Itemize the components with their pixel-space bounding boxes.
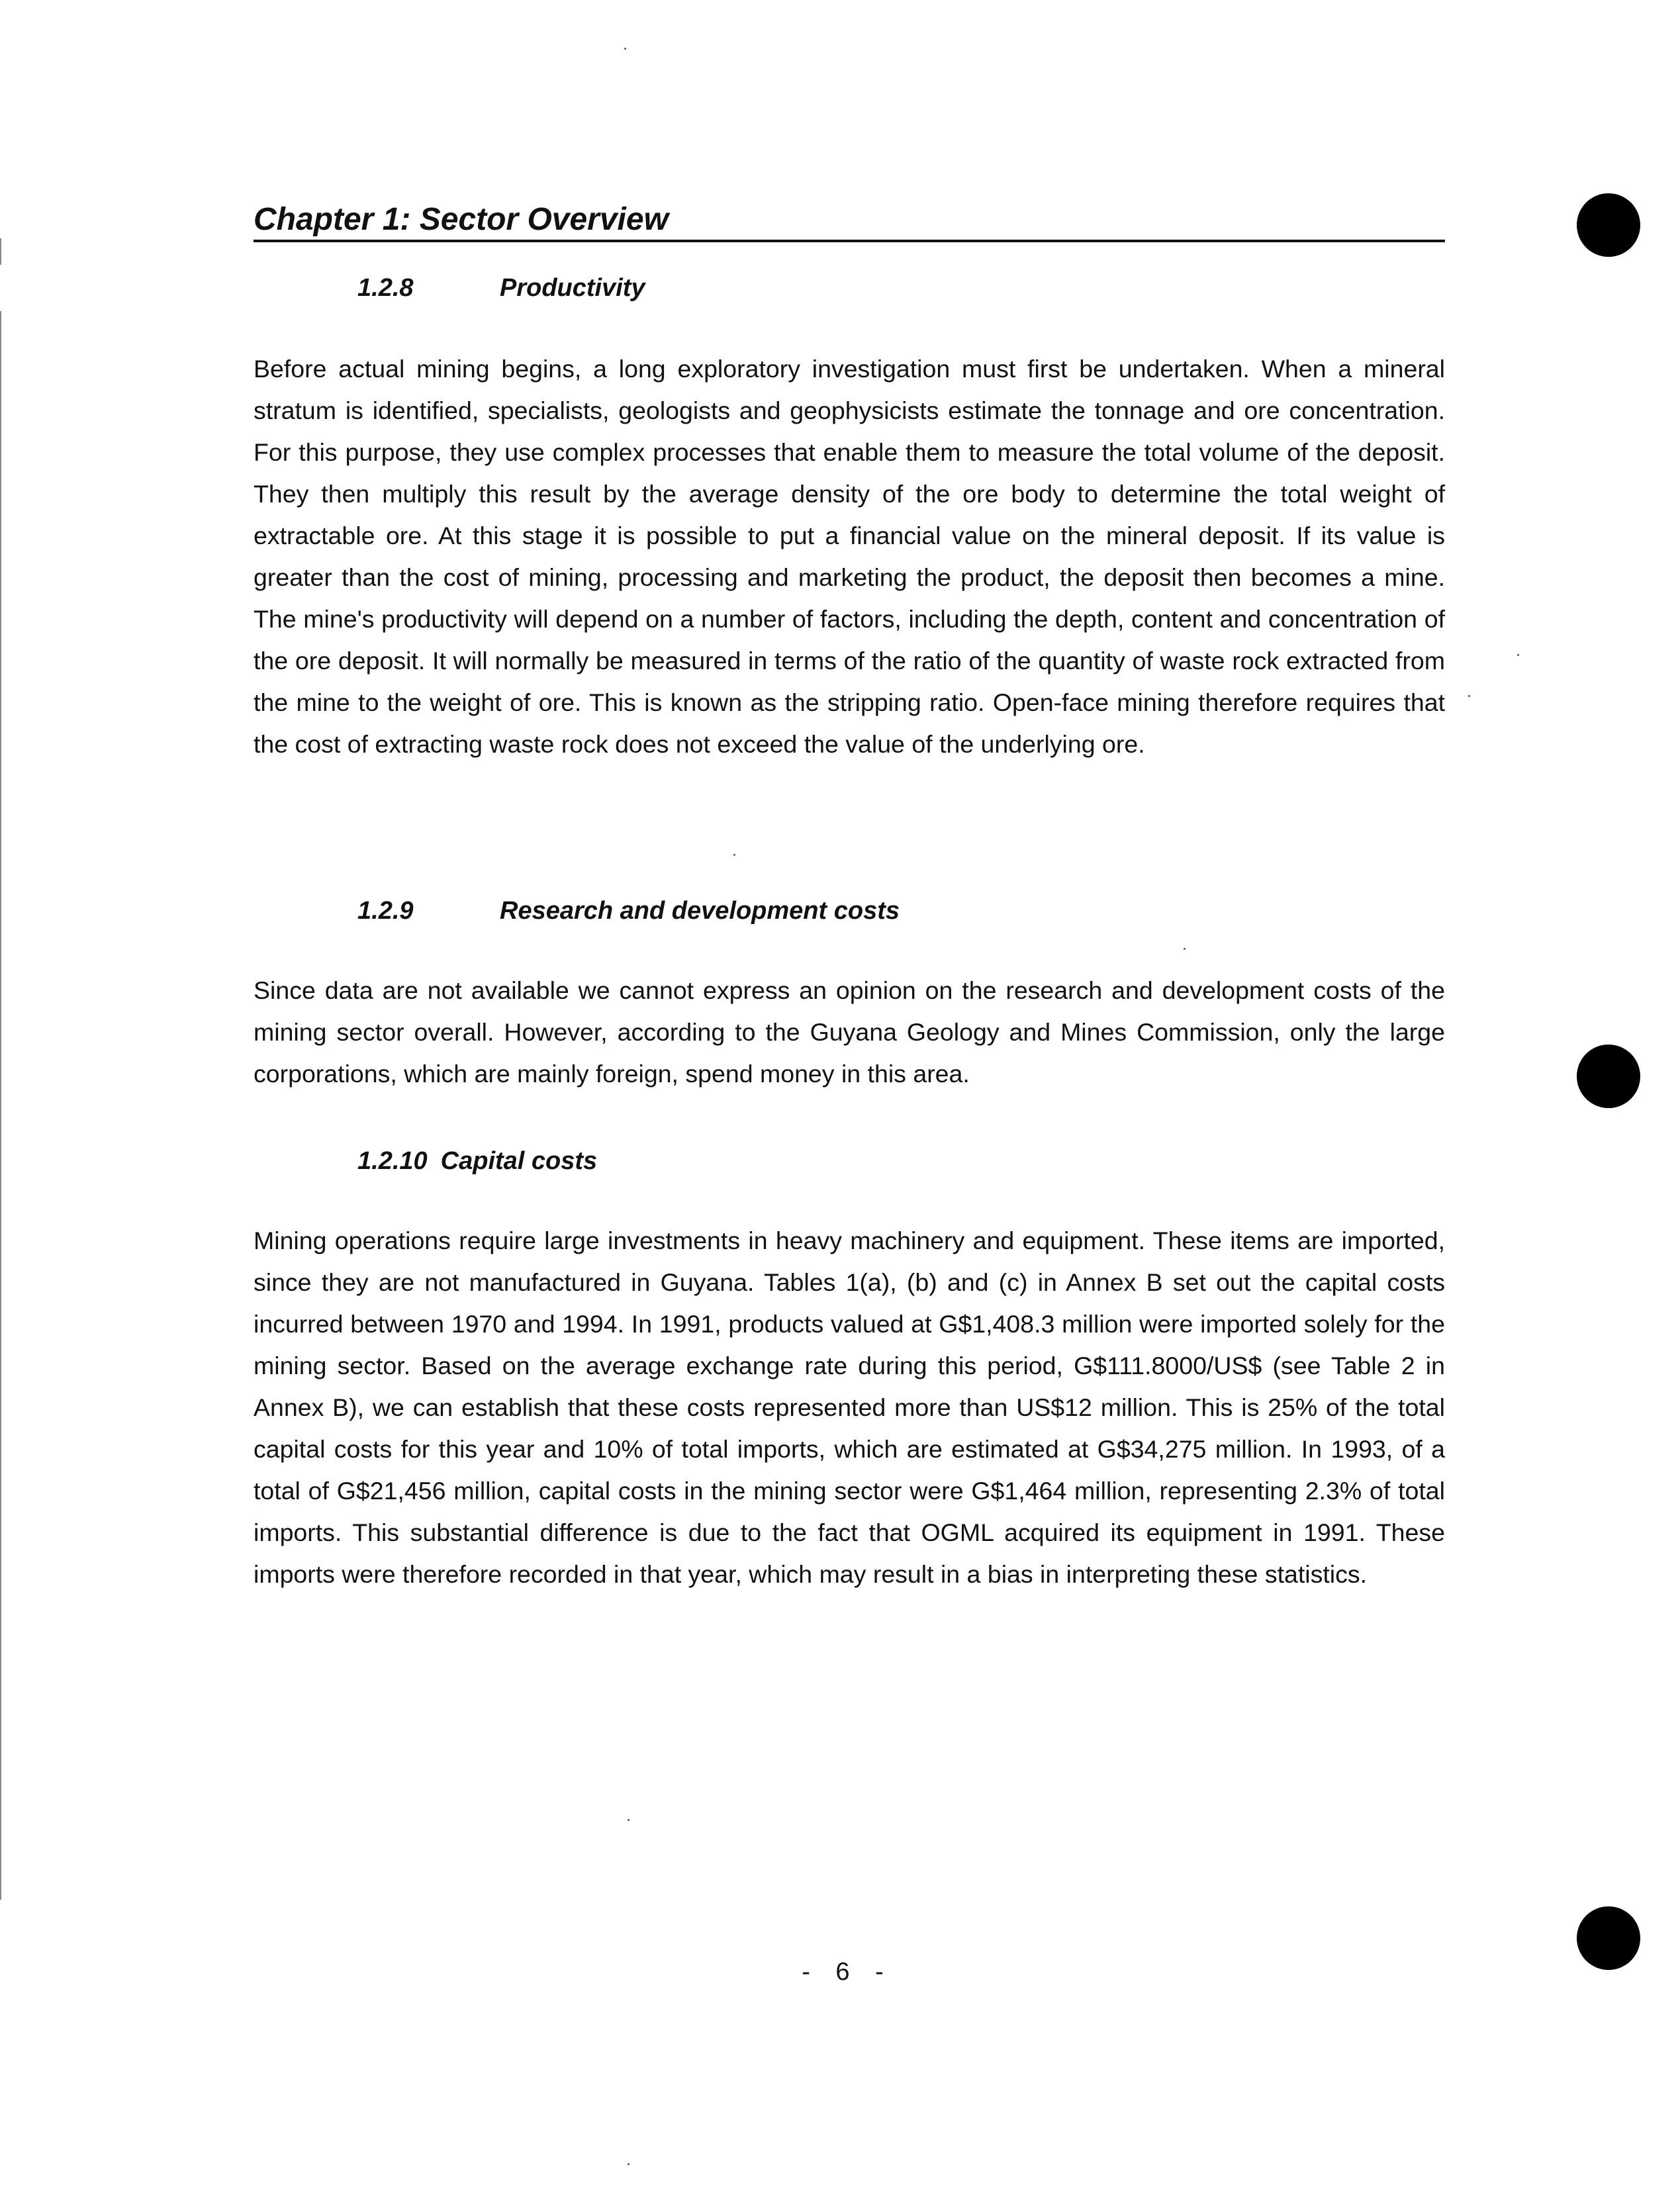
section-title: Research and development costs — [500, 897, 900, 925]
scan-edge-mark — [0, 238, 1, 265]
scan-speck — [1468, 695, 1470, 697]
section-heading-capital-costs — [357, 1148, 597, 1174]
section-number: 1.2.9 — [357, 897, 414, 925]
scan-speck — [628, 2163, 630, 2165]
binder-punch-hole — [1577, 193, 1640, 257]
scan-speck — [1184, 948, 1186, 950]
section-heading-productivity — [357, 275, 645, 301]
paragraph-productivity: Before actual mining begins, a long exploratory investigation must first be undertaken. When a mineral stratum is identified, specialists, geologists and geophysicists estimate the tonnage and ore concentration. For this purpose, they use complex processes that enable them to measure the total volume of the deposit. They then multiply this result by the average density of the ore body to determine the total weight of extractable ore. At this stage it is possible to put a financial value on the mineral deposit. If its value is greater than the cost of mining, processing and marketing the product, the deposit then becomes a mine. The mine's productivity will depend on a number of factors, including the depth, content and concentration of the ore deposit. It will normally be measured in terms of the ratio of the quantity of waste rock extracted from the mine to the weight of ore. This is known as the stripping ratio. Open-face mining therefore requires that the cost of extracting waste rock does not exceed the value of the underlying ore. — [254, 355, 1445, 758]
chapter-title: Chapter 1: Sector Overview — [254, 202, 669, 237]
paragraph-capital-costs: Mining operations require large investments in heavy machinery and equipment. These items are imported, since they are not manufactured in Guyana. Tables 1(a), (b) and (c) in Annex B set out the capital costs incurred between 1970 and 1994. In 1991, products valued at G$1,408.3 million were imported solely for the mining sector. Based on the average exchange rate during this period, G$111.8000/US$ (see Table 2 in Annex B), we can establish that these costs represented more than US$12 million. This is 25% of the total capital costs for this year and 10% of total imports, which are estimated at G$34,275 million. In 1993, of a total of G$21,456 million, capital costs in the mining sector were G$1,464 million, representing 2.3% of total imports. This substantial difference is due to the fact that OGML acquired its equipment in 1991. These imports were therefore recorded in that year, which may result in a bias in interpreting these statistics. — [254, 1227, 1445, 1588]
section-number: 1.2.8 — [357, 274, 414, 302]
section-title: Productivity — [500, 274, 645, 302]
section-number: 1.2.10 — [357, 1147, 428, 1175]
chapter-header — [254, 192, 1445, 242]
scan-speck — [1517, 654, 1519, 656]
binder-punch-hole — [1577, 1045, 1640, 1108]
scan-edge-mark — [0, 311, 1, 1900]
scan-speck — [628, 1819, 630, 1821]
paragraph-research-development: Since data are not available we cannot express an opinion on the research and development costs of the mining sector overall. However, according to the Guyana Geology and Mines Commission, only the large corporations, which are mainly foreign, spend money in this area. — [254, 976, 1445, 1088]
scan-speck — [733, 854, 735, 856]
binder-punch-hole — [1577, 1906, 1640, 1970]
section-title: Capital costs — [440, 1147, 598, 1175]
scan-speck — [624, 48, 626, 50]
section-heading-research-development — [357, 898, 900, 923]
page-number: - 6 - — [802, 1958, 893, 1986]
